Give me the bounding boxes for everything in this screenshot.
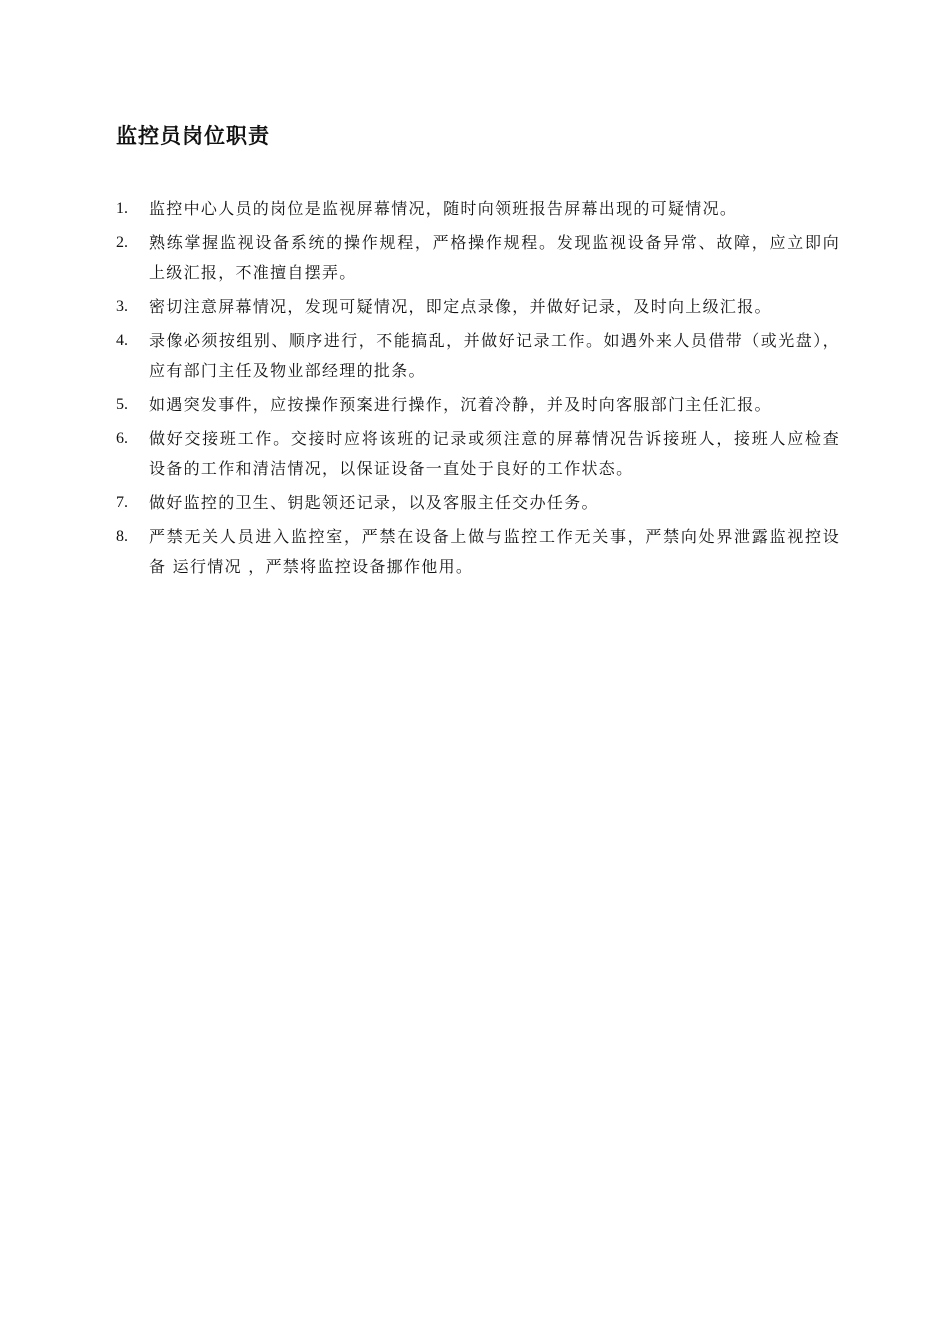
list-item: [116, 522, 840, 582]
item-text: 密切注意屏幕情况，发现可疑情况，即定点录像，并做好记录，及时向上级汇报。: [149, 297, 772, 316]
item-text: 做好交接班工作。交接时应将该班的记录或须注意的屏幕情况告诉接班人，接班人应检查设备的工作和清洁情况，以保证设备一直处于良好的工作状态。: [149, 429, 840, 478]
item-number: 4.: [116, 332, 128, 349]
item-number: 3.: [116, 298, 128, 315]
item-text: 熟练掌握监视设备系统的操作规程，严格操作规程。发现监视设备异常、故障，应立即向上级汇报，不准擅自摆弄。: [149, 233, 840, 282]
item-number: 5.: [116, 396, 128, 413]
item-text: 做好监控的卫生、钥匙领还记录，以及客服主任交办任务。: [149, 493, 599, 512]
item-number: 7.: [116, 494, 128, 511]
list-item: [116, 228, 840, 288]
list-item: [116, 390, 840, 420]
item-number: 2.: [116, 234, 128, 251]
list-item: [116, 424, 840, 484]
document-title: 监控员岗位职责: [116, 124, 270, 148]
item-number: 8.: [116, 528, 128, 545]
item-text: 如遇突发事件，应按操作预案进行操作，沉着冷静，并及时向客服部门主任汇报。: [149, 395, 772, 414]
item-number: 1.: [116, 200, 128, 217]
list-item: [116, 292, 840, 322]
list-item: [116, 488, 840, 518]
duty-list: [116, 194, 840, 586]
item-text: 严禁无关人员进入监控室，严禁在设备上做与监控工作无关事，严禁向处界泄露监视控设备 运行情况 ，严禁将监控设备挪作他用。: [149, 527, 840, 576]
list-item: [116, 326, 840, 386]
item-text: 监控中心人员的岗位是监视屏幕情况，随时向领班报告屏幕出现的可疑情况。: [149, 199, 738, 218]
item-text: 录像必须按组别、顺序进行，不能搞乱，并做好记录工作。如遇外来人员借带（或光盘），应有部门主任及物业部经理的批条。: [149, 331, 840, 380]
list-item: [116, 194, 840, 224]
item-number: 6.: [116, 430, 128, 447]
